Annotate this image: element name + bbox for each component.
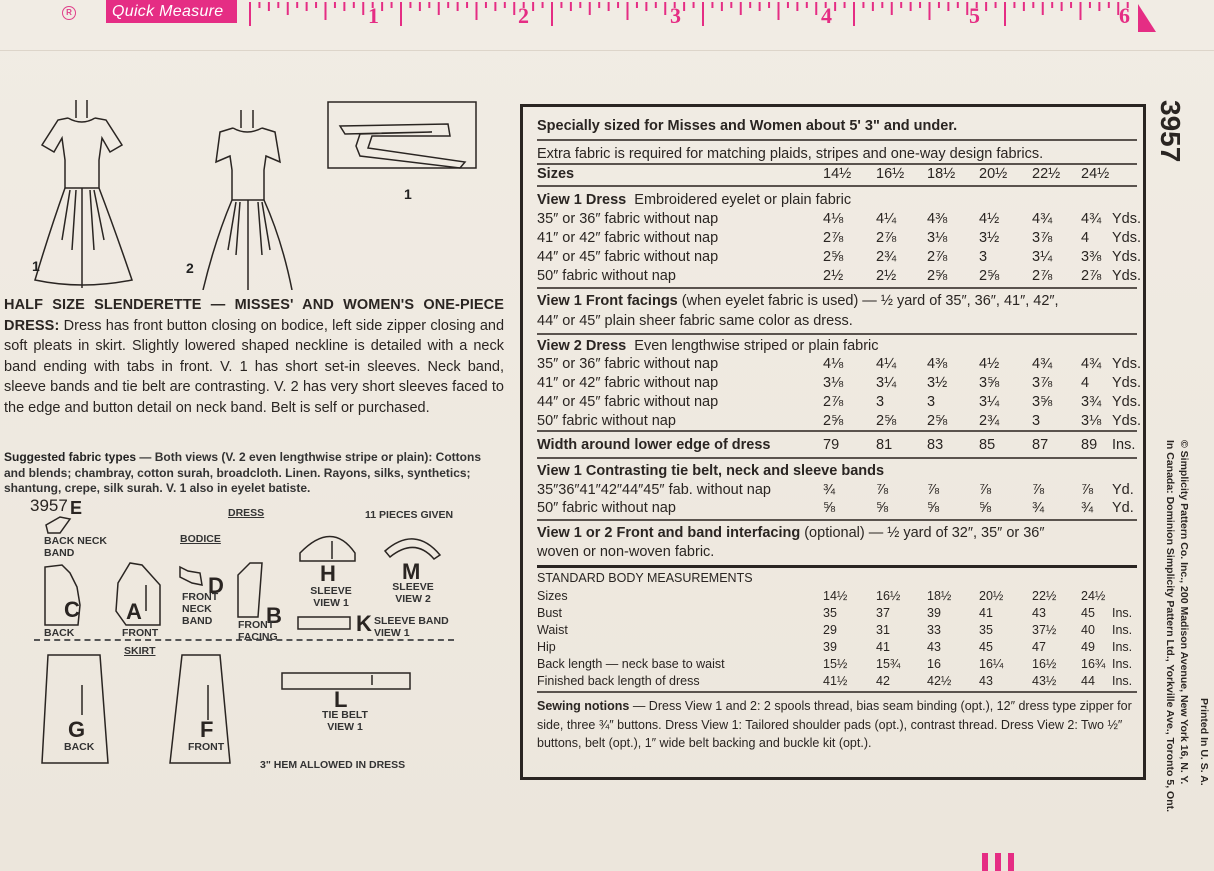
table-row [537,605,1137,622]
ruler-end-triangle-icon [1138,4,1156,32]
cell-value: 2½ [823,268,844,284]
cell-value: 2⅝ [927,268,948,284]
unit-label: Yds. [1112,413,1142,429]
cell-value: 35 [979,623,993,637]
size-col: 20½ [979,166,1008,182]
piece-name-c: BACK [44,627,75,639]
extra-fabric-note: Extra fabric is required for matching plaids, stripes and one-way design fabrics. [537,146,1044,162]
cell-value: 40 [1081,623,1095,637]
cell-value: 3⅛ [1081,413,1102,429]
cell-value: 45 [1081,606,1095,620]
cell-value: 35 [823,606,837,620]
cell-value: ¾ [1032,500,1045,516]
divider [537,333,1137,335]
unit-label: Ins. [1112,623,1133,637]
piece-name-b: FRONT FACING [238,619,278,643]
view1-dress-title [537,191,1137,209]
pattern-description [4,295,504,418]
row-label: 44″ or 45″ fabric without nap [537,394,719,410]
cell-value: ⅞ [1032,482,1045,498]
cell-value: 45 [979,640,993,654]
ruler-ticks [0,0,1214,42]
cell-value: 31 [876,623,890,637]
fabric-types-text: — Both views (V. 2 even lengthwise stripe or plain): Cottons and blends; chambray, cotton surah, broadcloth. Linen. Rayons, silks, synthetics; shantung, crepe, silk surah. V. 1 also in eyelet batiste. [4,450,481,495]
cell-value: 47 [1032,640,1046,654]
row-label: Bust [537,606,563,620]
ruler-number: 4 [821,3,832,28]
sizes-row [537,165,1137,183]
piece-name-e: BACK NECK BAND [44,535,107,559]
view1-dress-subtitle: Embroidered eyelet or plain fabric [634,192,852,208]
ruler-number: 5 [969,3,980,28]
cell-value: 3½ [927,375,948,391]
cell-value: 2⅝ [823,413,844,429]
cell-value: 3 [876,394,885,410]
cell-value: 41 [876,640,890,654]
interfacing-text: (optional) — ½ yard of 32″, 35″ or 36″ [800,525,1045,541]
cell-value: 3⅛ [823,375,844,391]
cell-value: 43½ [1032,674,1057,688]
piece-letter-b: B [266,603,282,628]
pieces-given: 11 PIECES GIVEN [365,509,454,521]
dress-heading: DRESS [228,507,265,519]
pattern-pieces-diagram [30,495,480,785]
table-row [537,673,1137,690]
cell-value: 2⅞ [823,394,844,410]
table-row [537,267,1142,285]
table-row [537,639,1137,656]
cell-value: 43 [927,640,941,654]
cell-value: 18½ [927,589,952,603]
cell-value: 16 [927,657,941,671]
ruler-number: 3 [670,3,681,28]
cell-value: 2¾ [876,249,897,265]
view1-facings-line2: 44″ or 45″ plain sheer fabric same color as dress. [537,313,853,329]
cell-value: ⅝ [876,500,889,516]
skirt-heading: SKIRT [124,645,156,657]
cell-value: 39 [927,606,941,620]
cell-value: 83 [927,437,944,453]
interfacing [537,524,1137,542]
row-label: 50″ fabric without nap [537,500,676,516]
cell-value: 3⅞ [1032,375,1053,391]
cell-value: 4¼ [876,356,897,372]
cell-value: 2⅞ [1081,268,1102,284]
sewing-notions [537,697,1135,753]
cell-value: 2¾ [979,413,1000,429]
cell-value: 4 [1081,375,1090,391]
yardage-chart [520,104,1146,780]
printed-in-usa: Printed In U. S. A. [1198,698,1210,786]
cell-value: 2⅞ [876,230,897,246]
canada-line: In Canada: Dominion Simplicity Pattern Ltd., Yorkville Ave., Toronto 5, Ont. [1164,440,1176,813]
row-label: Width around lower edge of dress [537,437,771,453]
view-1-label: 1 [32,258,40,274]
piece-letter-g: G [68,717,86,742]
interfacing-line2: woven or non-woven fabric. [537,544,715,560]
cell-value: 87 [1032,437,1049,453]
cell-value: 2⅞ [1032,268,1053,284]
cell-value: ¾ [823,482,836,498]
cell-value: 3¼ [876,375,897,391]
piece-letter-e: E [70,498,83,518]
ruler-number: 2 [518,3,529,28]
interfacing-heading: View 1 or 2 Front and band interfacing [537,525,801,541]
fabric-types-label: Suggested fabric types [4,450,137,464]
ruler-number: 1 [368,3,379,28]
piece-letter-a: A [126,599,142,624]
unit-label: Yds. [1112,211,1142,227]
side-pattern-number-text: 3957 [1155,100,1186,163]
table-row [537,374,1142,392]
divider [537,519,1137,521]
table-row [537,588,1137,605]
row-label: Finished back length of dress [537,674,700,688]
cell-value: 79 [823,437,840,453]
size-col: 18½ [927,166,956,182]
unit-label: Ins. [1112,606,1133,620]
unit-label: Yd. [1112,500,1134,516]
divider [537,139,1137,141]
quick-measure-ruler [0,0,1214,42]
view2-dress-title [537,337,1137,355]
unit-label: Yds. [1112,375,1142,391]
cell-value: 39 [823,640,837,654]
view1-dress-heading: View 1 Dress [537,192,627,208]
pattern-title: HALF SIZE SLENDERETTE — MISSES' AND WOMEN'S ONE-PIECE DRESS: [4,297,504,334]
table-row [537,436,1137,454]
dress-illustrations [20,90,500,290]
cell-value: 4½ [979,211,1000,227]
divider [537,565,1137,568]
unit-label: Yds. [1112,394,1142,410]
cell-value: 3 [927,394,936,410]
dress-line-drawings-icon [20,90,500,290]
quick-measure-label: Quick Measure [106,0,237,23]
notions-label: Sewing notions [537,699,630,713]
piece-name-k: SLEEVE BAND VIEW 1 [374,615,449,639]
cell-value: ⅝ [979,500,992,516]
table-row [537,622,1137,639]
unit-label: Ins. [1112,674,1133,688]
row-label: Waist [537,623,568,637]
row-label: 50″ fabric without nap [537,413,676,429]
cell-value: 4¼ [876,211,897,227]
row-label: 41″ or 42″ fabric without nap [537,230,719,246]
table-row [537,229,1142,247]
unit-label: Ins. [1112,437,1136,453]
cell-value: 16¾ [1081,657,1106,671]
cell-value: 3 [979,249,988,265]
cell-value: 2⅞ [823,230,844,246]
divider [537,185,1137,187]
row-label: Sizes [537,589,568,603]
cell-value: 89 [1081,437,1098,453]
view-2-label: 2 [186,260,194,276]
contrast-title: View 1 Contrasting tie belt, neck and sleeve bands [537,463,885,479]
cell-value: 2⅝ [979,268,1000,284]
fold-line [0,50,1214,51]
cell-value: 15½ [823,657,848,671]
cell-value: 4 [1081,230,1090,246]
cell-value: 37 [876,606,890,620]
piece-name-m: SLEEVE VIEW 2 [392,581,434,605]
piece-name-a: FRONT [122,627,159,639]
cell-value: 42½ [927,674,952,688]
cell-value: ⅞ [979,482,992,498]
cell-value: ⅞ [1081,482,1094,498]
cell-value: 16¼ [979,657,1004,671]
cell-value: 4⅜ [927,356,948,372]
divider [537,457,1137,459]
piece-letter-l: L [334,687,348,712]
unit-label: Yds. [1112,268,1142,284]
table-row [537,210,1142,228]
size-col: 14½ [823,166,852,182]
size-col: 24½ [1081,166,1110,182]
chart-header: Specially sized for Misses and Women about 5' 3" and under. [537,118,958,134]
piece-name-l: TIE BELT VIEW 1 [322,709,368,733]
piece-letter-d: D [208,573,224,598]
row-label: 35″36″41″42″44″45″ fab. without nap [537,482,771,498]
cell-value: 3¼ [979,394,1000,410]
piece-letter-m: M [402,559,421,584]
cell-value: 4¾ [1081,211,1102,227]
cell-value: 2⅞ [927,249,948,265]
unit-label: Yd. [1112,482,1134,498]
cell-value: 16½ [876,589,901,603]
cell-value: ¾ [1081,500,1094,516]
row-label: 35″ or 36″ fabric without nap [537,211,719,227]
cell-value: 24½ [1081,589,1106,603]
unit-label: Yds. [1112,356,1142,372]
side-pattern-number [1150,100,1190,180]
cell-value: 14½ [823,589,848,603]
registered-mark: R [62,6,76,20]
cell-value: 4¾ [1032,356,1053,372]
row-label: 50″ fabric without nap [537,268,676,284]
cell-value: 43 [979,674,993,688]
cell-value: 3 [1032,413,1041,429]
cell-value: 2⅝ [876,413,897,429]
bottom-registration-marks-icon [982,853,1021,871]
cell-value: ⅝ [927,500,940,516]
view1-facings-text: (when eyelet fabric is used) — ½ yard of 35″, 36″, 41″, 42″, [677,293,1059,309]
piece-name-f: FRONT [188,741,225,753]
suggested-fabric-types [4,450,504,497]
cell-value: 85 [979,437,996,453]
view2-dress-heading: View 2 Dress [537,338,627,354]
row-label: Hip [537,640,556,654]
cell-value: 49 [1081,640,1095,654]
cell-value: 22½ [1032,589,1057,603]
cell-value: 3⅝ [1032,394,1053,410]
row-label: 35″ or 36″ fabric without nap [537,356,719,372]
row-label: Back length — neck base to waist [537,657,725,671]
cell-value: ⅞ [876,482,889,498]
cell-value: 3⅝ [979,375,1000,391]
sizes-label: Sizes [537,166,575,182]
pattern-number: 3957 [30,496,68,515]
hem-note: 3" HEM ALLOWED IN DRESS [260,759,406,771]
piece-letter-f: F [200,717,214,742]
cell-value: 29 [823,623,837,637]
notions-text: — Dress View 1 and 2: 2 spools thread, bias seam binding (opt.), 12″ dress type zipper for side, three ¾″ buttons. Dress View 1: Tailored shoulder pads (opt.), contrast thread. Dress View 2: Two ½″ buttons, belt (opt.), 1″ wide belt backing and buckle kit (opt.). [537,699,1132,750]
piece-letter-h: H [320,561,336,586]
cell-value: 3⅜ [1081,249,1102,265]
divider [537,430,1137,432]
unit-label: Yds. [1112,230,1142,246]
cell-value: ⅞ [927,482,940,498]
unit-label: Yds. [1112,249,1142,265]
ruler-number: 6 [1119,3,1130,28]
piece-name-d: FRONT NECK BAND [182,591,219,627]
cell-value: 41 [979,606,993,620]
table-row [537,412,1142,430]
table-row [537,656,1137,673]
cell-value: 3⅛ [927,230,948,246]
table-row [537,481,1137,499]
size-col: 22½ [1032,166,1061,182]
description-body: Dress has front button closing on bodice, left side zipper closing and soft pleats in skirt. Slightly lowered shaped neckline is detailed with a neck band ending with tabs in front. V. 1 has short set-in sleeves. Neck band, sleeve bands and tie belt are contrasting. V. 2 has very short sleeves faced to the edge and button detail on neck band. Belt is self or purchased. [4,317,505,416]
divider [537,287,1137,289]
table-row [537,499,1137,517]
divider [537,691,1137,693]
cell-value: 2⅝ [927,413,948,429]
copyright-line: © Simplicity Pattern Co. Inc., 200 Madison Avenue, New York 16, N. Y. [1178,440,1190,785]
cell-value: 41½ [823,674,848,688]
cell-value: 81 [876,437,893,453]
cell-value: 2⅝ [823,249,844,265]
table-row [537,248,1142,266]
cell-value: 4⅛ [823,356,844,372]
cell-value: 37½ [1032,623,1057,637]
view1-facings [537,292,1137,310]
row-label: 41″ or 42″ fabric without nap [537,375,719,391]
view2-dress-subtitle: Even lengthwise striped or plain fabric [634,338,879,354]
body-measurements-title: STANDARD BODY MEASUREMENTS [537,571,753,585]
cell-value: 15¾ [876,657,901,671]
cell-value: 42 [876,674,890,688]
belt-view-label: 1 [404,186,412,202]
piece-name-h: SLEEVE VIEW 1 [310,585,352,609]
cell-value: 4½ [979,356,1000,372]
cell-value: 4¾ [1032,211,1053,227]
cell-value: ⅝ [823,500,836,516]
piece-letter-c: C [64,597,80,622]
cell-value: 4⅛ [823,211,844,227]
size-col: 16½ [876,166,905,182]
unit-label: Ins. [1112,640,1133,654]
cell-value: 33 [927,623,941,637]
cell-value: 3¾ [1081,394,1102,410]
view1-facings-heading: View 1 Front facings [537,293,678,309]
cell-value: 20½ [979,589,1004,603]
cell-value: 3¼ [1032,249,1053,265]
cell-value: 16½ [1032,657,1057,671]
table-row [537,355,1142,373]
cell-value: 4¾ [1081,356,1102,372]
cell-value: 43 [1032,606,1046,620]
cell-value: 4⅜ [927,211,948,227]
table-row [537,393,1142,411]
side-copyright [1150,440,1210,813]
cell-value: 2½ [876,268,897,284]
piece-name-g: BACK [64,741,95,753]
piece-letter-k: K [356,611,372,636]
row-label: 44″ or 45″ fabric without nap [537,249,719,265]
cell-value: 3½ [979,230,1000,246]
cell-value: 3⅞ [1032,230,1053,246]
cell-value: 44 [1081,674,1095,688]
bodice-heading: BODICE [180,533,221,545]
unit-label: Ins. [1112,657,1133,671]
